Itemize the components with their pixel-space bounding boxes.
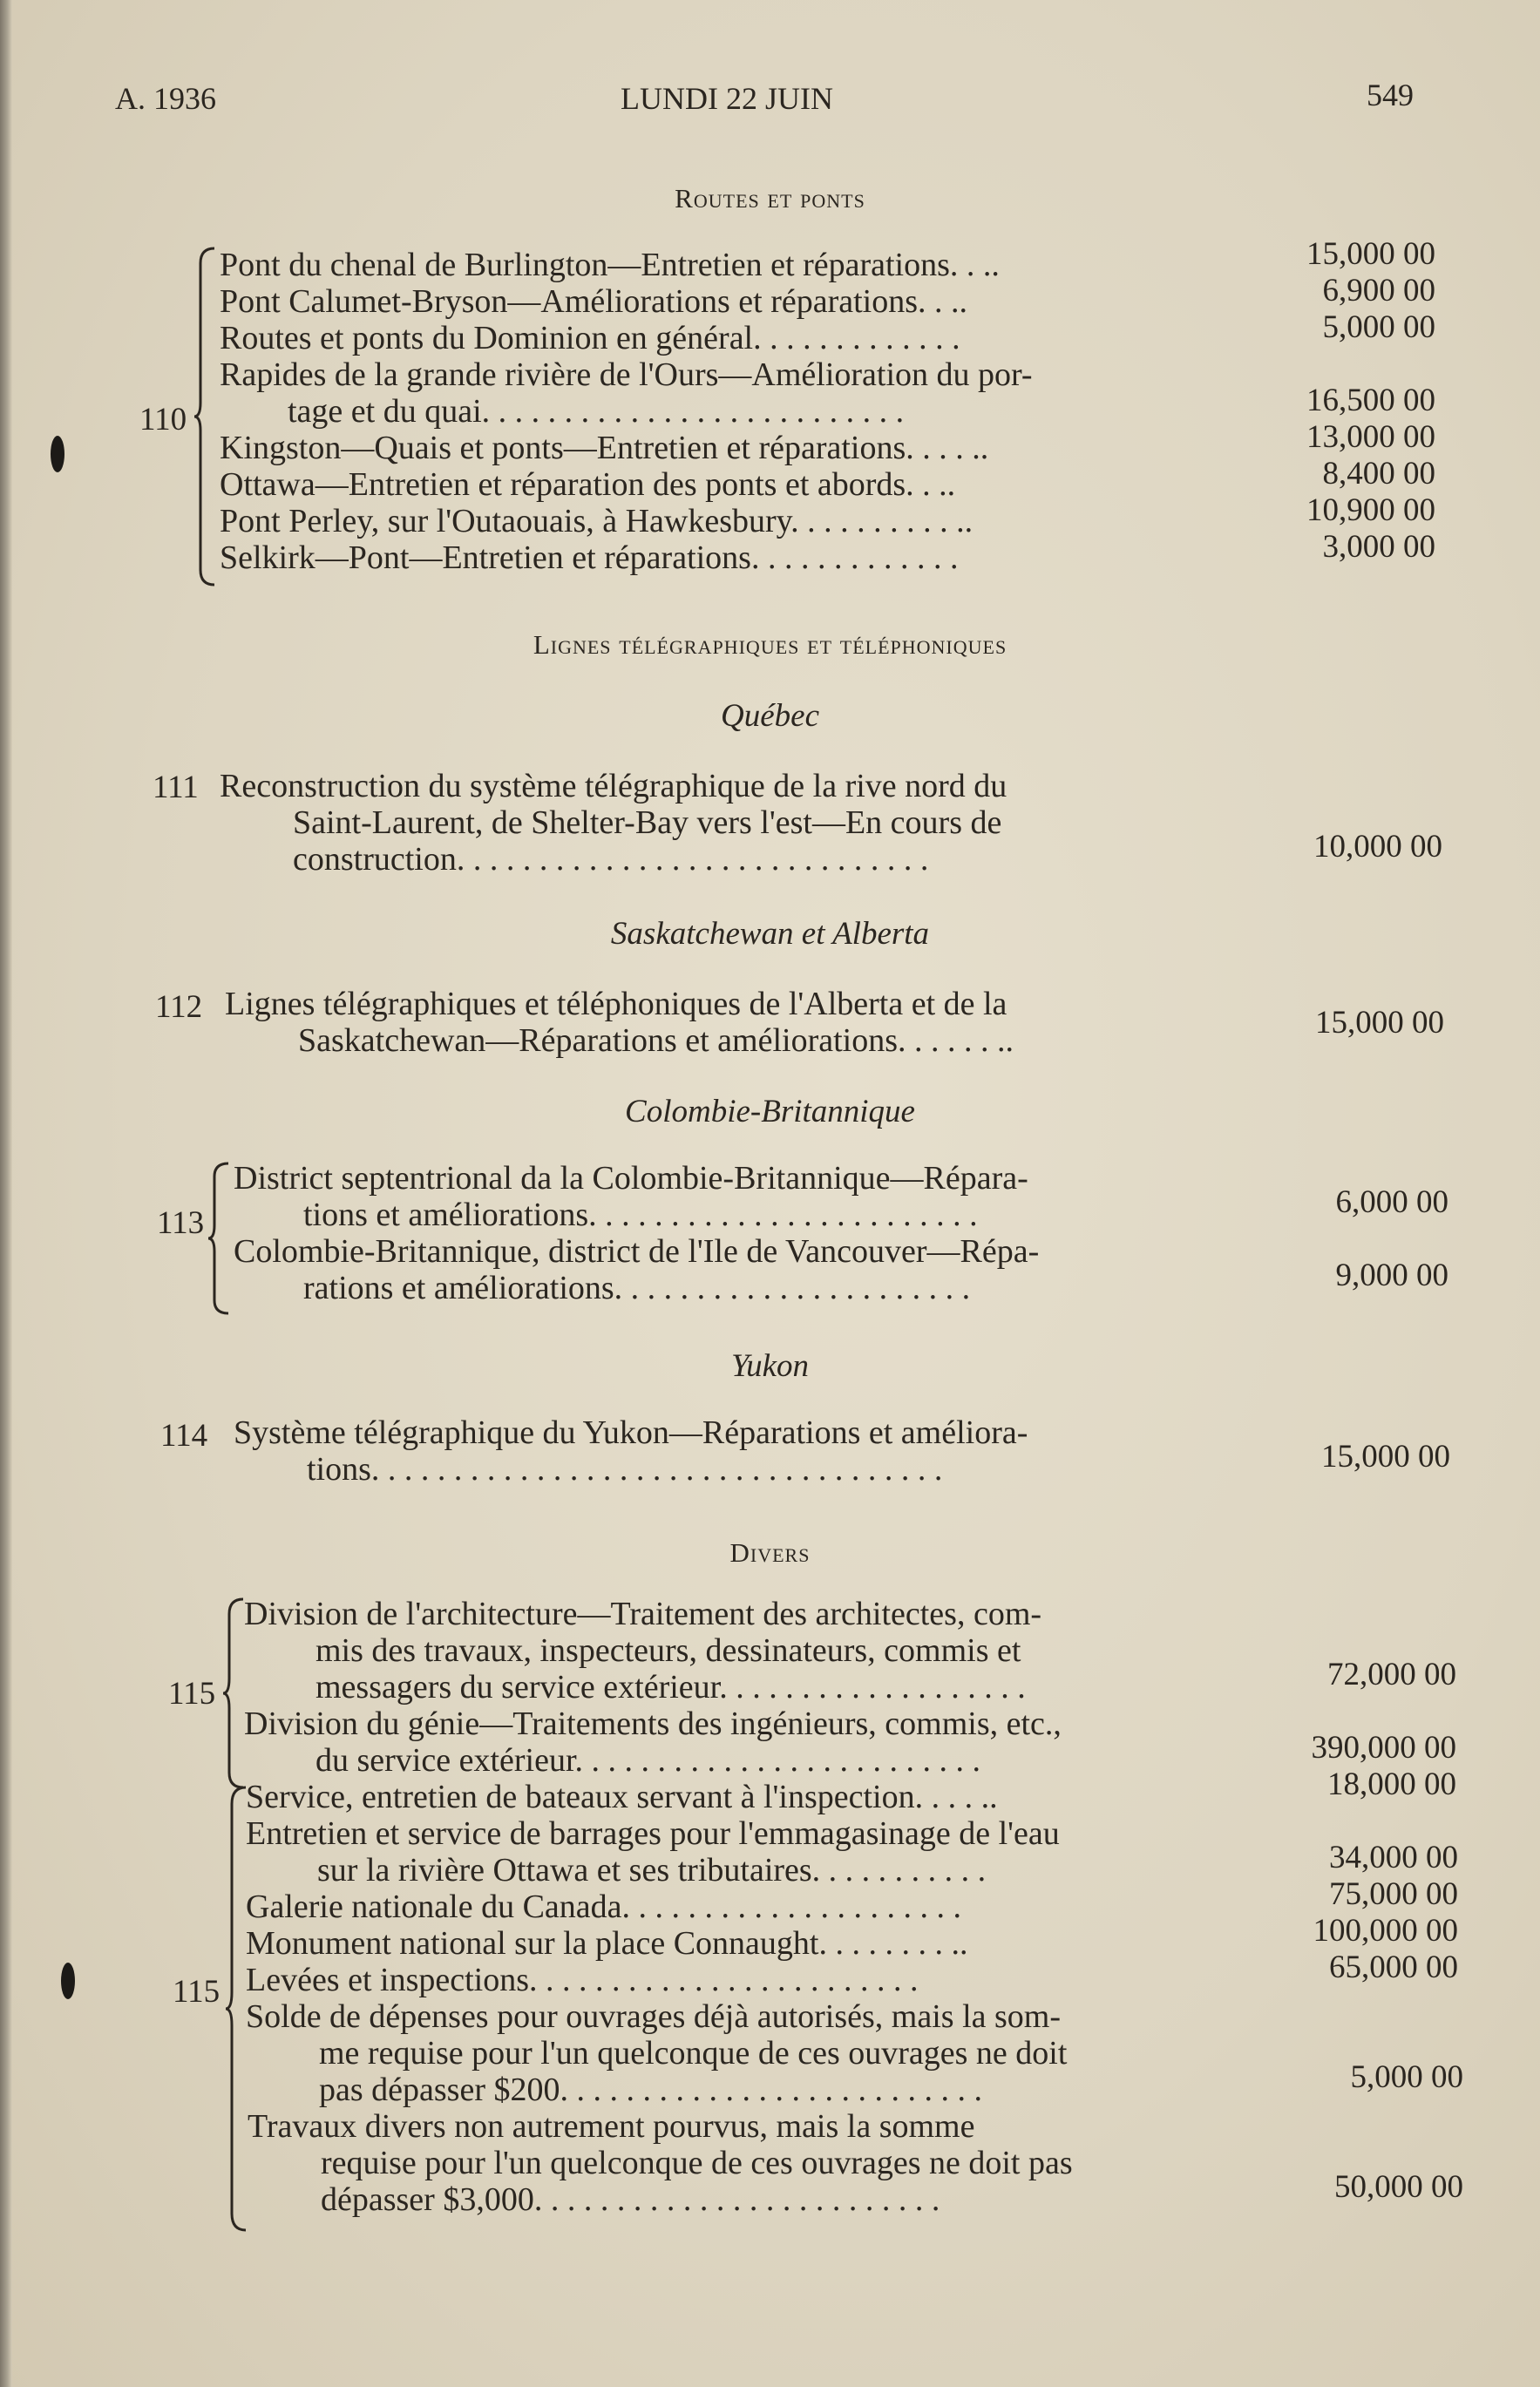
- province-heading-cb: Colombie-Britannique: [625, 1094, 915, 1129]
- routes-line: tage et du quai. . . . . . . . . . . . . . . . . . . . . . . . . .: [288, 393, 905, 430]
- amount: 15,000 00: [1321, 1439, 1450, 1475]
- item-number-113: 113: [157, 1205, 205, 1241]
- item-113-line: District septentrional da la Colombie-Britannique—Répara-: [234, 1160, 1028, 1197]
- amount: 34,000 00: [1329, 1840, 1458, 1875]
- amount: 3,000 00: [1322, 529, 1435, 565]
- item-111-line: construction. . . . . . . . . . . . . . . . . . . . . . . . . . . . .: [293, 841, 929, 878]
- routes-line: Rapides de la grande rivière de l'Ours—Amélioration du por-: [220, 356, 1033, 393]
- amount: 5,000 00: [1322, 309, 1435, 345]
- routes-line: Pont du chenal de Burlington—Entretien et réparations. . ..: [220, 247, 1000, 283]
- province-heading-sask: Saskatchewan et Alberta: [610, 916, 930, 952]
- amount: 9,000 00: [1335, 1258, 1448, 1293]
- item-112-line: Lignes télégraphiques et téléphoniques de l'Alberta et de la: [225, 986, 1007, 1022]
- item-115b-line: me requise pour l'un quelconque de ces ouvrages ne doit: [319, 2035, 1068, 2072]
- amount: 16,500 00: [1306, 383, 1435, 418]
- item-115b-line: Entretien et service de barrages pour l'emmagasinage de l'eau: [246, 1815, 1060, 1852]
- amount: 13,000 00: [1306, 419, 1435, 455]
- header-date: LUNDI 22 JUIN: [621, 81, 833, 116]
- item-115b-line: Monument national sur la place Connaught. . . . . . . . ..: [246, 1925, 968, 1962]
- amount: 65,000 00: [1329, 1950, 1458, 1985]
- routes-line: Kingston—Quais et ponts—Entretien et réparations. . . . ..: [220, 430, 989, 466]
- item-113-line: tions et améliorations. . . . . . . . . . . . . . . . . . . . . . . .: [303, 1197, 978, 1233]
- brace-110: [193, 246, 220, 587]
- item-115b-line: Travaux divers non autrement pourvus, mais la somme: [248, 2108, 975, 2145]
- item-number-115: 115: [168, 1676, 216, 1712]
- amount: 390,000 00: [1311, 1730, 1456, 1766]
- item-114-line: tions. . . . . . . . . . . . . . . . . . . . . . . . . . . . . . . . . . .: [307, 1451, 943, 1488]
- item-113-line: Colombie-Britannique, district de l'Ile de Vancouver—Répa-: [234, 1233, 1040, 1270]
- province-heading-yukon: Yukon: [730, 1348, 810, 1384]
- item-115a-line: mis des travaux, inspecteurs, dessinateurs, commis et: [315, 1632, 1021, 1669]
- book-spine: [0, 0, 12, 2387]
- item-115a-line: messagers du service extérieur. . . . . . . . . . . . . . . . . . .: [315, 1669, 1026, 1705]
- item-111-line: Saint-Laurent, de Shelter-Bay vers l'est—En cours de: [293, 804, 1002, 841]
- item-114-line: Système télégraphique du Yukon—Réparations et améliora-: [234, 1414, 1028, 1451]
- item-115b-line: Galerie nationale du Canada. . . . . . . . . . . . . . . . . . . . .: [246, 1889, 962, 1925]
- amount: 75,000 00: [1329, 1876, 1458, 1912]
- routes-line: Pont Perley, sur l'Outaouais, à Hawkesbury. . . . . . . . . . ..: [220, 503, 974, 539]
- section-title-routes: Routes et ponts: [675, 183, 865, 214]
- amount: 10,000 00: [1313, 829, 1442, 865]
- brace-113: [207, 1161, 234, 1316]
- routes-line: Pont Calumet-Bryson—Améliorations et réparations. . ..: [220, 283, 968, 320]
- section-title-divers: Divers: [729, 1537, 811, 1568]
- item-115b-line: Service, entretien de bateaux servant à l'inspection. . . . ..: [246, 1779, 998, 1815]
- item-115b-line: sur la rivière Ottawa et ses tributaires. . . . . . . . . . .: [317, 1852, 987, 1889]
- item-115a-line: du service extérieur. . . . . . . . . . . . . . . . . . . . . . . . .: [315, 1742, 981, 1779]
- routes-line: Ottawa—Entretien et réparation des ponts et abords. . ..: [220, 466, 956, 503]
- amount: 5,000 00: [1350, 2059, 1463, 2095]
- amount: 10,900 00: [1306, 492, 1435, 528]
- amount: 15,000 00: [1315, 1005, 1444, 1041]
- item-number-110: 110: [139, 402, 187, 437]
- amount: 72,000 00: [1327, 1657, 1456, 1692]
- routes-line: Selkirk—Pont—Entretien et réparations. . . . . . . . . . . . .: [220, 539, 959, 576]
- item-115b-line: requise pour l'un quelconque de ces ouvrages ne doit pas: [321, 2145, 1073, 2181]
- binding-hole: [61, 1963, 75, 1999]
- page-number: 549: [1367, 78, 1414, 112]
- amount: 50,000 00: [1334, 2169, 1463, 2205]
- amount: 6,000 00: [1335, 1184, 1448, 1220]
- amount: 8,400 00: [1322, 456, 1435, 492]
- item-number-112: 112: [155, 989, 203, 1025]
- item-111-line: Reconstruction du système télégraphique de la rive nord du: [220, 768, 1007, 804]
- routes-line: Routes et ponts du Dominion en général. . . . . . . . . . . . .: [220, 320, 960, 356]
- item-115a-line: Division de l'architecture—Traitement des architectes, com-: [244, 1596, 1042, 1632]
- item-115b-line: Solde de dépenses pour ouvrages déjà autorisés, mais la som-: [246, 1998, 1061, 2035]
- item-113-line: rations et améliorations. . . . . . . . . . . . . . . . . . . . . .: [303, 1270, 971, 1306]
- item-number-114: 114: [160, 1418, 208, 1454]
- header-year: A. 1936: [115, 81, 216, 116]
- item-112-line: Saskatchewan—Réparations et améliorations. . . . . . ..: [298, 1022, 1014, 1059]
- item-115b-line: dépasser $3,000. . . . . . . . . . . . . . . . . . . . . . . . .: [321, 2181, 940, 2218]
- item-115a-line: Division du génie—Traitements des ingénieurs, commis, etc.,: [244, 1705, 1062, 1742]
- province-heading-quebec: Québec: [721, 698, 819, 734]
- item-number-111: 111: [153, 770, 199, 805]
- item-115b-line: Levées et inspections. . . . . . . . . . . . . . . . . . . . . . . .: [246, 1962, 919, 1998]
- item-115b-line: pas dépasser $200. . . . . . . . . . . . . . . . . . . . . . . . . .: [319, 2072, 982, 2108]
- amount: 100,000 00: [1313, 1913, 1458, 1949]
- section-title-lignes: Lignes télégraphiques et téléphoniques: [533, 629, 1007, 660]
- binding-hole: [51, 436, 64, 472]
- amount: 6,900 00: [1322, 273, 1435, 309]
- amount: 15,000 00: [1306, 236, 1435, 272]
- amount: 18,000 00: [1327, 1767, 1456, 1802]
- item-number-115: 115: [173, 1974, 220, 2010]
